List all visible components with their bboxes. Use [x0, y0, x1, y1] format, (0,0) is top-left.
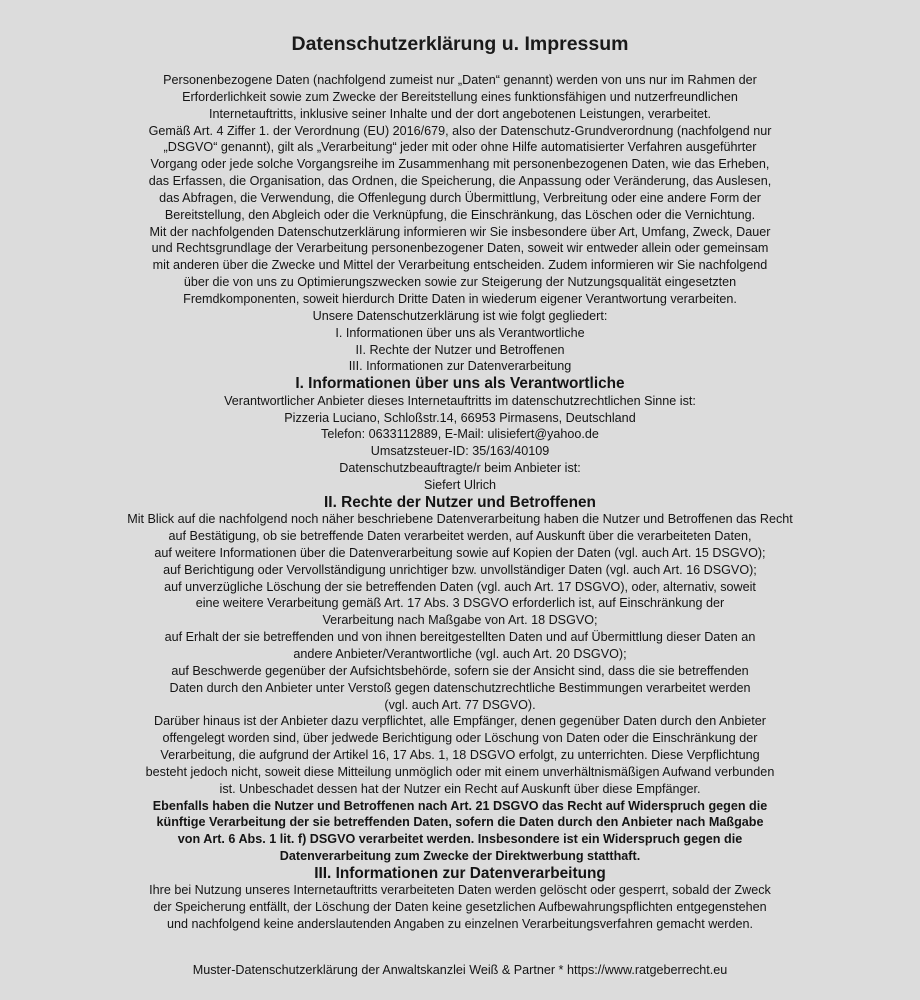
- section-2-line: auf unverzügliche Löschung der sie betreffenden Daten (vgl. auch Art. 17 DSGVO), oder, alternativ, soweit: [164, 579, 756, 594]
- intro-line: Personenbezogene Daten (nachfolgend zumeist nur „Daten“ genannt) werden von uns nur im Rahmen der: [163, 73, 757, 87]
- intro-line: „DSGVO“ genannt), gilt als „Verarbeitung“ jeder mit oder ohne Hilfe automatisierter Verfahren ausgeführter: [163, 140, 757, 155]
- section-1-line: Siefert Ulrich: [423, 477, 497, 492]
- section-1-heading: I. Informationen über uns als Verantwortliche: [295, 375, 625, 393]
- section-1-line: Umsatzsteuer-ID: 35/163/40109: [370, 444, 550, 459]
- section-2-line: andere Anbieter/Verantwortliche (vgl. auch Art. 20 DSGVO);: [293, 647, 627, 661]
- section-1-line: Datenschutzbeauftragte/r beim Anbieter ist:: [339, 461, 581, 476]
- document-body: [60, 72, 860, 933]
- section-1-line: Telefon: 0633112889, E-Mail: ulisiefert@yahoo.de: [321, 427, 599, 442]
- intro-line: und Rechtsgrundlage der Verarbeitung personenbezogener Daten, soweit wir entweder allein oder gemeinsam: [151, 241, 769, 256]
- toc-item: I. Informationen über uns als Verantwortliche: [335, 325, 585, 340]
- intro-line: Unsere Datenschutzerklärung ist wie folgt gegliedert:: [312, 308, 608, 323]
- section-2-line: Mit Blick auf die nachfolgend noch näher beschriebene Datenverarbeitung haben die Nutzer und Betroffenen das Recht: [127, 512, 793, 527]
- section-2-line: Daten durch den Anbieter unter Verstoß gegen datenschutzrechtliche Bestimmungen verarbeitet werden: [169, 680, 751, 695]
- section-2-line: eine weitere Verarbeitung gemäß Art. 17 Abs. 3 DSGVO erforderlich ist, auf Einschränkung der: [195, 596, 725, 611]
- section-2-line: ist. Unbeschadet dessen hat der Nutzer ein Recht auf Auskunft über diese Empfänger.: [219, 781, 701, 796]
- section-2-line: Verarbeitung nach Maßgabe von Art. 18 DSGVO;: [322, 613, 598, 628]
- objection-line: von Art. 6 Abs. 1 lit. f) DSGVO verarbeitet werden. Insbesondere ist ein Widerspruch gegen die: [177, 832, 743, 847]
- section-2-line: Darüber hinaus ist der Anbieter dazu verpflichtet, alle Empfänger, denen gegenüber Daten durch den Anbieter: [154, 714, 766, 729]
- section-2-line: auf Beschwerde gegenüber der Aufsichtsbehörde, sofern sie der Ansicht sind, dass die sie betreffenden: [171, 663, 749, 678]
- intro-line: Internetauftritts, inklusive seiner Inhalte und der dort angebotenen Leistungen, verarbeitet.: [209, 106, 711, 121]
- section-2-line: auf Bestätigung, ob sie betreffende Daten verarbeitet werden, auf Auskunft über die verarbeiteten Daten,: [168, 529, 752, 544]
- section-2-line: auf weitere Informationen über die Datenverarbeitung sowie auf Kopien der Daten (vgl. auch Art. 15 DSGVO);: [154, 545, 766, 560]
- objection-right-block: [60, 798, 860, 865]
- footer-note: Muster-Datenschutzerklärung der Anwaltskanzlei Weiß & Partner * https://www.ratgeberrecht.eu: [192, 963, 728, 977]
- section-1-line: Verantwortlicher Anbieter dieses Internetauftritts im datenschutzrechtlichen Sinne ist:: [224, 393, 696, 408]
- intro-line: mit anderen über die Zwecke und Mittel der Verarbeitung entscheiden. Zudem informieren wir Sie nachfolgend: [152, 258, 768, 273]
- intro-block: [60, 72, 860, 375]
- intro-line: Vorgang oder jede solche Vorgangsreihe im Zusammenhang mit personenbezogenen Daten, wie das Erheben,: [150, 157, 770, 172]
- intro-line: das Erfassen, die Organisation, das Ordnen, die Speicherung, die Anpassung oder Veränderung, das Auslesen,: [148, 174, 772, 189]
- intro-line: über die von uns zu Optimierungszwecken sowie zur Steigerung der Nutzungsqualität eingesetzten: [183, 275, 737, 290]
- section-3: [60, 865, 860, 933]
- intro-line: Mit der nachfolgenden Datenschutzerklärung informieren wir Sie insbesondere über Art, Umfang, Zweck, Dauer: [149, 224, 771, 239]
- section-2-line: auf Erhalt der sie betreffenden und von ihnen bereitgestellten Daten und auf Übermittlung dieser Daten an: [164, 630, 756, 645]
- section-2: [60, 494, 860, 865]
- intro-line: Fremdkomponenten, soweit hierdurch Dritte Daten in wiederum eigener Verantwortung verarbeiten.: [183, 291, 737, 306]
- section-2-line: besteht jedoch nicht, soweit diese Mitteilung unmöglich oder mit einem unverhältnismäßigen Aufwand verbunden: [145, 764, 775, 779]
- section-3-heading: III. Informationen zur Datenverarbeitung: [314, 864, 606, 882]
- intro-line: Bereitstellung, den Abgleich oder die Verknüpfung, die Einschränkung, das Löschen oder die Vernichtung.: [164, 207, 756, 222]
- section-3-line: und nachfolgend keine anderslautenden Angaben zu einzelnen Verarbeitungsverfahren gemacht werden.: [166, 917, 754, 932]
- section-3-line: Ihre bei Nutzung unseres Internetauftritts verarbeiteten Daten werden gelöscht oder gesperrt, sobald der Zweck: [149, 883, 771, 898]
- section-2-heading: II. Rechte der Nutzer und Betroffenen: [324, 493, 596, 511]
- objection-line: künftige Verarbeitung der sie betreffenden Daten, sofern die Daten durch den Anbieter nach Maßgabe: [156, 815, 764, 830]
- toc-item: II. Rechte der Nutzer und Betroffenen: [355, 342, 565, 357]
- intro-line: Gemäß Art. 4 Ziffer 1. der Verordnung (EU) 2016/679, also der Datenschutz-Grundverordnung (nachfolgend nur: [148, 123, 772, 138]
- objection-line: Datenverarbeitung zum Zwecke der Direktwerbung statthaft.: [279, 849, 641, 864]
- toc-item: III. Informationen zur Datenverarbeitung: [348, 359, 572, 374]
- section-2-line: Verarbeitung, die aufgrund der Artikel 16, 17 Abs. 1, 18 DSGVO erfolgt, zu unterrichten. Diese Verpflichtung: [160, 748, 760, 763]
- section-1-line: Pizzeria Luciano, Schloßstr.14, 66953 Pirmasens, Deutschland: [284, 410, 636, 425]
- section-2-line: offengelegt worden sind, über jedwede Berichtigung oder Löschung von Daten oder die Einschränkung der: [162, 731, 758, 746]
- intro-line: das Abfragen, die Verwendung, die Offenlegung durch Übermittlung, Verbreitung oder eine andere Form der: [159, 190, 761, 205]
- section-2-line: auf Berichtigung oder Vervollständigung unrichtiger bzw. unvollständiger Daten (vgl. auch Art. 16 DSGVO);: [163, 562, 757, 577]
- objection-line: Ebenfalls haben die Nutzer und Betroffenen nach Art. 21 DSGVO das Recht auf Widerspruch gegen die: [152, 798, 768, 813]
- section-1: [60, 375, 860, 494]
- intro-line: Erforderlichkeit sowie zum Zwecke der Bereitstellung eines funktionsfähigen und nutzerfreundlichen: [182, 89, 738, 104]
- section-2-line: (vgl. auch Art. 77 DSGVO).: [384, 697, 536, 712]
- page-title: Datenschutzerklärung u. Impressum: [291, 33, 629, 55]
- section-3-line: der Speicherung entfällt, der Löschung der Daten keine gesetzlichen Aufbewahrungspflichten entgegenstehen: [153, 900, 767, 915]
